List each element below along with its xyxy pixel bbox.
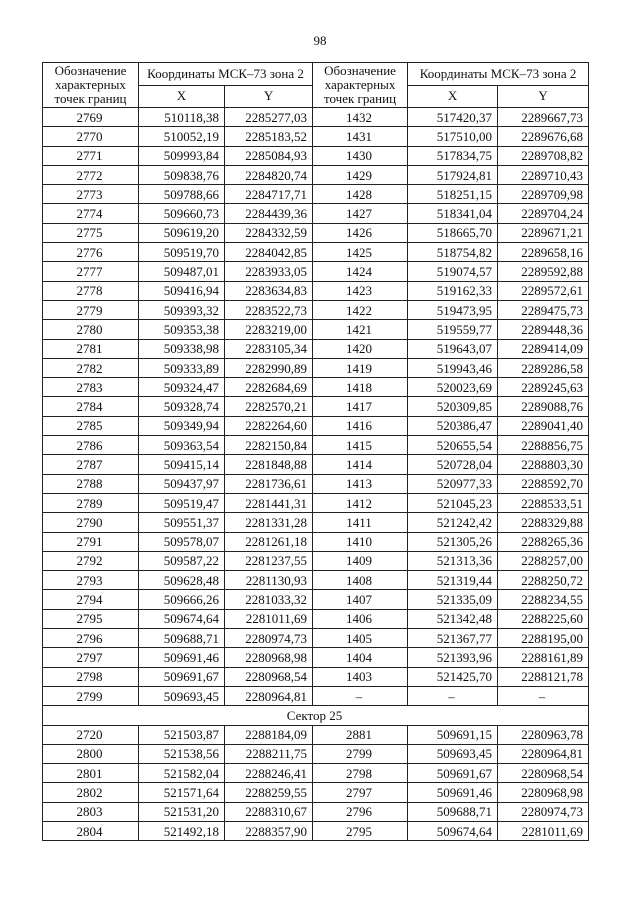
cell-x-left: 509393,32 [139,300,225,319]
table-row [43,436,589,455]
cell-y-right: 2280963,78 [498,725,589,744]
cell-x-left: 521492,18 [139,821,225,840]
table-row [43,821,589,840]
cell-point-right: 1430 [313,146,408,165]
cell-point-left: 2720 [43,725,139,744]
cell-x-left: 521503,87 [139,725,225,744]
cell-point-right: 1406 [313,609,408,628]
cell-x-left: 509788,66 [139,185,225,204]
cell-x-right: 509691,46 [408,783,498,802]
cell-point-right: 2796 [313,802,408,821]
cell-y-left: 2288246,41 [225,764,313,783]
cell-y-left: 2281237,55 [225,551,313,570]
cell-x-left: 509587,22 [139,551,225,570]
cell-point-right: 1421 [313,320,408,339]
cell-point-left: 2804 [43,821,139,840]
table-row [43,185,589,204]
cell-point-right: 2798 [313,764,408,783]
cell-y-left: 2283219,00 [225,320,313,339]
cell-y-right: 2281011,69 [498,821,589,840]
cell-y-right: 2288856,75 [498,436,589,455]
cell-x-right: – [408,686,498,705]
table-row [43,474,589,493]
x-header-right: X [408,85,498,108]
cell-y-left: 2284717,71 [225,185,313,204]
table-row [43,397,589,416]
table-row [43,744,589,763]
cell-point-left: 2780 [43,320,139,339]
cell-point-left: 2784 [43,397,139,416]
cell-y-right: 2288803,30 [498,455,589,474]
cell-y-left: 2284332,59 [225,223,313,242]
page-number: 98 [313,33,327,48]
cell-x-right: 520386,47 [408,416,498,435]
cell-point-left: 2775 [43,223,139,242]
cell-point-left: 2786 [43,436,139,455]
cell-point-left: 2777 [43,262,139,281]
cell-x-left: 509688,71 [139,629,225,648]
cell-x-left: 509487,01 [139,262,225,281]
cell-x-left: 509519,47 [139,493,225,512]
cell-y-left: 2281736,61 [225,474,313,493]
cell-x-right: 520977,33 [408,474,498,493]
cell-point-left: 2787 [43,455,139,474]
cell-y-left: 2288357,90 [225,821,313,840]
cell-x-right: 521242,42 [408,513,498,532]
cell-point-right: 1412 [313,493,408,512]
cell-y-right: 2288225,60 [498,609,589,628]
table-row [43,243,589,262]
cell-x-left: 509328,74 [139,397,225,416]
table-row [43,223,589,242]
cell-x-left: 521531,20 [139,802,225,821]
sector-label: Сектор 25 [43,706,589,725]
cell-y-right: – [498,686,589,705]
cell-point-left: 2782 [43,358,139,377]
cell-y-left: 2281848,88 [225,455,313,474]
cell-y-right: 2289245,63 [498,378,589,397]
cell-y-right: 2288234,55 [498,590,589,609]
table-row [43,108,589,127]
cell-x-left: 521582,04 [139,764,225,783]
table-row [43,551,589,570]
table-row [43,802,589,821]
cell-x-left: 509415,14 [139,455,225,474]
cell-point-left: 2803 [43,802,139,821]
cell-x-right: 518341,04 [408,204,498,223]
cell-y-right: 2288592,70 [498,474,589,493]
cell-point-right: 1407 [313,590,408,609]
cell-point-left: 2772 [43,165,139,184]
cell-x-right: 519559,77 [408,320,498,339]
cell-x-left: 509691,67 [139,667,225,686]
cell-y-right: 2289704,24 [498,204,589,223]
cell-point-left: 2770 [43,127,139,146]
cell-x-right: 521425,70 [408,667,498,686]
table-row [43,339,589,358]
cell-x-left: 521571,64 [139,783,225,802]
cell-y-left: 2288211,75 [225,744,313,763]
cell-point-left: 2795 [43,609,139,628]
cell-point-left: 2778 [43,281,139,300]
table-row [43,146,589,165]
cell-y-right: 2289658,16 [498,243,589,262]
cell-x-left: 509519,70 [139,243,225,262]
cell-y-right: 2288195,00 [498,629,589,648]
cell-y-left: 2284820,74 [225,165,313,184]
cell-point-left: 2785 [43,416,139,435]
cell-x-right: 519943,46 [408,358,498,377]
coords-header-right: Координаты МСК–73 зона 2 [408,63,589,86]
cell-x-right: 520309,85 [408,397,498,416]
cell-point-left: 2791 [43,532,139,551]
cell-point-left: 2798 [43,667,139,686]
cell-x-left: 510118,38 [139,108,225,127]
cell-y-right: 2289041,40 [498,416,589,435]
cell-y-left: 2281011,69 [225,609,313,628]
cell-point-left: 2774 [43,204,139,223]
y-header-right: Y [498,85,589,108]
cell-point-right: 2881 [313,725,408,744]
cell-y-right: 2289708,82 [498,146,589,165]
cell-x-left: 509628,48 [139,571,225,590]
cell-point-right: 1413 [313,474,408,493]
cell-y-left: 2283105,34 [225,339,313,358]
cell-point-right: 1409 [313,551,408,570]
table-row [43,358,589,377]
cell-point-left: 2800 [43,744,139,763]
table-body-block2 [43,725,589,841]
cell-y-left: 2281130,93 [225,571,313,590]
cell-x-right: 520728,04 [408,455,498,474]
cell-point-right: 2799 [313,744,408,763]
cell-point-left: 2802 [43,783,139,802]
table-row [43,725,589,744]
cell-y-right: 2280964,81 [498,744,589,763]
table-row [43,783,589,802]
cell-y-right: 2288257,00 [498,551,589,570]
cell-point-right: 1414 [313,455,408,474]
cell-x-right: 521342,48 [408,609,498,628]
cell-x-left: 521538,56 [139,744,225,763]
sector-row-group [43,706,589,725]
cell-point-right: 1408 [313,571,408,590]
cell-y-right: 2289667,73 [498,108,589,127]
table-row [43,416,589,435]
cell-y-left: 2284042,85 [225,243,313,262]
cell-point-left: 2769 [43,108,139,127]
cell-point-right: 1418 [313,378,408,397]
cell-point-right: 1428 [313,185,408,204]
cell-y-left: 2283522,73 [225,300,313,319]
cell-x-right: 509691,67 [408,764,498,783]
table-row [43,281,589,300]
cell-point-right: 1429 [313,165,408,184]
table-row [43,262,589,281]
cell-y-right: 2288250,72 [498,571,589,590]
cell-x-left: 509338,98 [139,339,225,358]
cell-point-right: 1427 [313,204,408,223]
cell-y-right: 2280968,54 [498,764,589,783]
cell-point-right: 1432 [313,108,408,127]
cell-y-right: 2280968,98 [498,783,589,802]
cell-point-left: 2771 [43,146,139,165]
table-row [43,378,589,397]
table-row [43,667,589,686]
cell-y-left: 2288184,09 [225,725,313,744]
cell-x-right: 517510,00 [408,127,498,146]
cell-x-right: 509688,71 [408,802,498,821]
cell-y-right: 2289475,73 [498,300,589,319]
cell-y-left: 2281033,32 [225,590,313,609]
cell-x-right: 519162,33 [408,281,498,300]
cell-point-left: 2779 [43,300,139,319]
cell-x-right: 520023,69 [408,378,498,397]
cell-point-left: 2792 [43,551,139,570]
cell-point-left: 2788 [43,474,139,493]
cell-x-right: 519643,07 [408,339,498,358]
cell-y-left: 2285277,03 [225,108,313,127]
cell-y-right: 2289286,58 [498,358,589,377]
cell-x-right: 521367,77 [408,629,498,648]
table-row [43,764,589,783]
cell-x-left: 509660,73 [139,204,225,223]
cell-y-left: 2285084,93 [225,146,313,165]
cell-x-right: 517924,81 [408,165,498,184]
cell-x-right: 521313,36 [408,551,498,570]
cell-point-left: 2773 [43,185,139,204]
cell-y-left: 2282150,84 [225,436,313,455]
cell-x-left: 509993,84 [139,146,225,165]
cell-x-left: 509619,20 [139,223,225,242]
point-label-header-left: Обозначение характерных точек границ [43,63,139,108]
cell-point-left: 2797 [43,648,139,667]
cell-y-left: 2280964,81 [225,686,313,705]
table-row [43,320,589,339]
cell-point-right: 1416 [313,416,408,435]
cell-y-left: 2284439,36 [225,204,313,223]
cell-y-right: 2289414,09 [498,339,589,358]
cell-point-left: 2793 [43,571,139,590]
cell-y-left: 2283634,83 [225,281,313,300]
cell-point-right: 1417 [313,397,408,416]
table-row [43,590,589,609]
cell-point-left: 2799 [43,686,139,705]
table-row [43,513,589,532]
cell-x-left: 509416,94 [139,281,225,300]
cell-x-right: 518251,15 [408,185,498,204]
cell-x-left: 509691,46 [139,648,225,667]
cell-y-left: 2280968,98 [225,648,313,667]
cell-x-left: 509838,76 [139,165,225,184]
cell-y-right: 2289448,36 [498,320,589,339]
cell-x-right: 518665,70 [408,223,498,242]
cell-y-right: 2288265,36 [498,532,589,551]
table-row [43,648,589,667]
cell-y-left: 2282684,69 [225,378,313,397]
cell-y-left: 2285183,52 [225,127,313,146]
cell-x-right: 519074,57 [408,262,498,281]
cell-x-right: 521305,26 [408,532,498,551]
cell-x-left: 509578,07 [139,532,225,551]
cell-point-right: 1424 [313,262,408,281]
cell-x-left: 509674,64 [139,609,225,628]
cell-x-right: 509674,64 [408,821,498,840]
cell-x-right: 520655,54 [408,436,498,455]
cell-y-left: 2281261,18 [225,532,313,551]
cell-y-right: 2289676,68 [498,127,589,146]
cell-x-left: 509324,47 [139,378,225,397]
cell-point-left: 2794 [43,590,139,609]
cell-x-right: 518754,82 [408,243,498,262]
cell-y-right: 2289592,88 [498,262,589,281]
cell-x-right: 521045,23 [408,493,498,512]
cell-point-right: – [313,686,408,705]
cell-y-left: 2288259,55 [225,783,313,802]
cell-point-right: 1415 [313,436,408,455]
cell-x-left: 509349,94 [139,416,225,435]
x-header-left: X [139,85,225,108]
cell-point-left: 2776 [43,243,139,262]
cell-y-left: 2283933,05 [225,262,313,281]
cell-y-right: 2288121,78 [498,667,589,686]
cell-point-right: 1431 [313,127,408,146]
table-row [43,493,589,512]
cell-point-left: 2789 [43,493,139,512]
cell-point-right: 1420 [313,339,408,358]
cell-x-left: 509551,37 [139,513,225,532]
cell-y-left: 2280968,54 [225,667,313,686]
cell-point-right: 1426 [313,223,408,242]
cell-x-left: 509437,97 [139,474,225,493]
cell-y-left: 2280974,73 [225,629,313,648]
coordinates-table [42,62,589,841]
sector-row [43,706,589,725]
cell-point-left: 2796 [43,629,139,648]
table-row [43,127,589,146]
table-row [43,300,589,319]
cell-x-left: 509363,54 [139,436,225,455]
cell-point-right: 1422 [313,300,408,319]
coords-header-left: Координаты МСК–73 зона 2 [139,63,313,86]
table-row [43,165,589,184]
cell-point-right: 1419 [313,358,408,377]
table-row [43,629,589,648]
table-row [43,609,589,628]
cell-y-left: 2281331,28 [225,513,313,532]
cell-x-right: 509691,15 [408,725,498,744]
cell-x-right: 521393,96 [408,648,498,667]
table-row [43,204,589,223]
cell-point-right: 2795 [313,821,408,840]
cell-y-right: 2289710,43 [498,165,589,184]
cell-y-right: 2289709,98 [498,185,589,204]
cell-x-left: 509693,45 [139,686,225,705]
cell-point-right: 1423 [313,281,408,300]
cell-point-right: 1425 [313,243,408,262]
cell-point-left: 2801 [43,764,139,783]
cell-y-left: 2288310,67 [225,802,313,821]
cell-x-right: 521335,09 [408,590,498,609]
point-label-header-right: Обозначение характерных точек границ [313,63,408,108]
cell-y-right: 2289671,21 [498,223,589,242]
cell-y-left: 2282570,21 [225,397,313,416]
cell-y-right: 2289572,61 [498,281,589,300]
cell-x-left: 509353,38 [139,320,225,339]
y-header-left: Y [225,85,313,108]
cell-point-right: 1405 [313,629,408,648]
cell-point-left: 2783 [43,378,139,397]
cell-x-right: 517834,75 [408,146,498,165]
table-row [43,571,589,590]
cell-y-right: 2288533,51 [498,493,589,512]
cell-y-right: 2288329,88 [498,513,589,532]
cell-x-left: 510052,19 [139,127,225,146]
table-body-block1 [43,108,589,706]
cell-y-left: 2282264,60 [225,416,313,435]
cell-x-right: 509693,45 [408,744,498,763]
cell-point-right: 1411 [313,513,408,532]
cell-y-left: 2282990,89 [225,358,313,377]
cell-point-right: 1403 [313,667,408,686]
cell-y-right: 2289088,76 [498,397,589,416]
cell-x-left: 509333,89 [139,358,225,377]
cell-x-right: 519473,95 [408,300,498,319]
cell-point-left: 2790 [43,513,139,532]
cell-point-right: 1404 [313,648,408,667]
cell-y-right: 2288161,89 [498,648,589,667]
cell-y-right: 2280974,73 [498,802,589,821]
cell-point-right: 1410 [313,532,408,551]
cell-y-left: 2281441,31 [225,493,313,512]
table-row [43,455,589,474]
cell-point-left: 2781 [43,339,139,358]
cell-x-left: 509666,26 [139,590,225,609]
cell-x-right: 521319,44 [408,571,498,590]
table-row [43,686,589,705]
cell-x-right: 517420,37 [408,108,498,127]
table-row [43,532,589,551]
cell-point-right: 2797 [313,783,408,802]
